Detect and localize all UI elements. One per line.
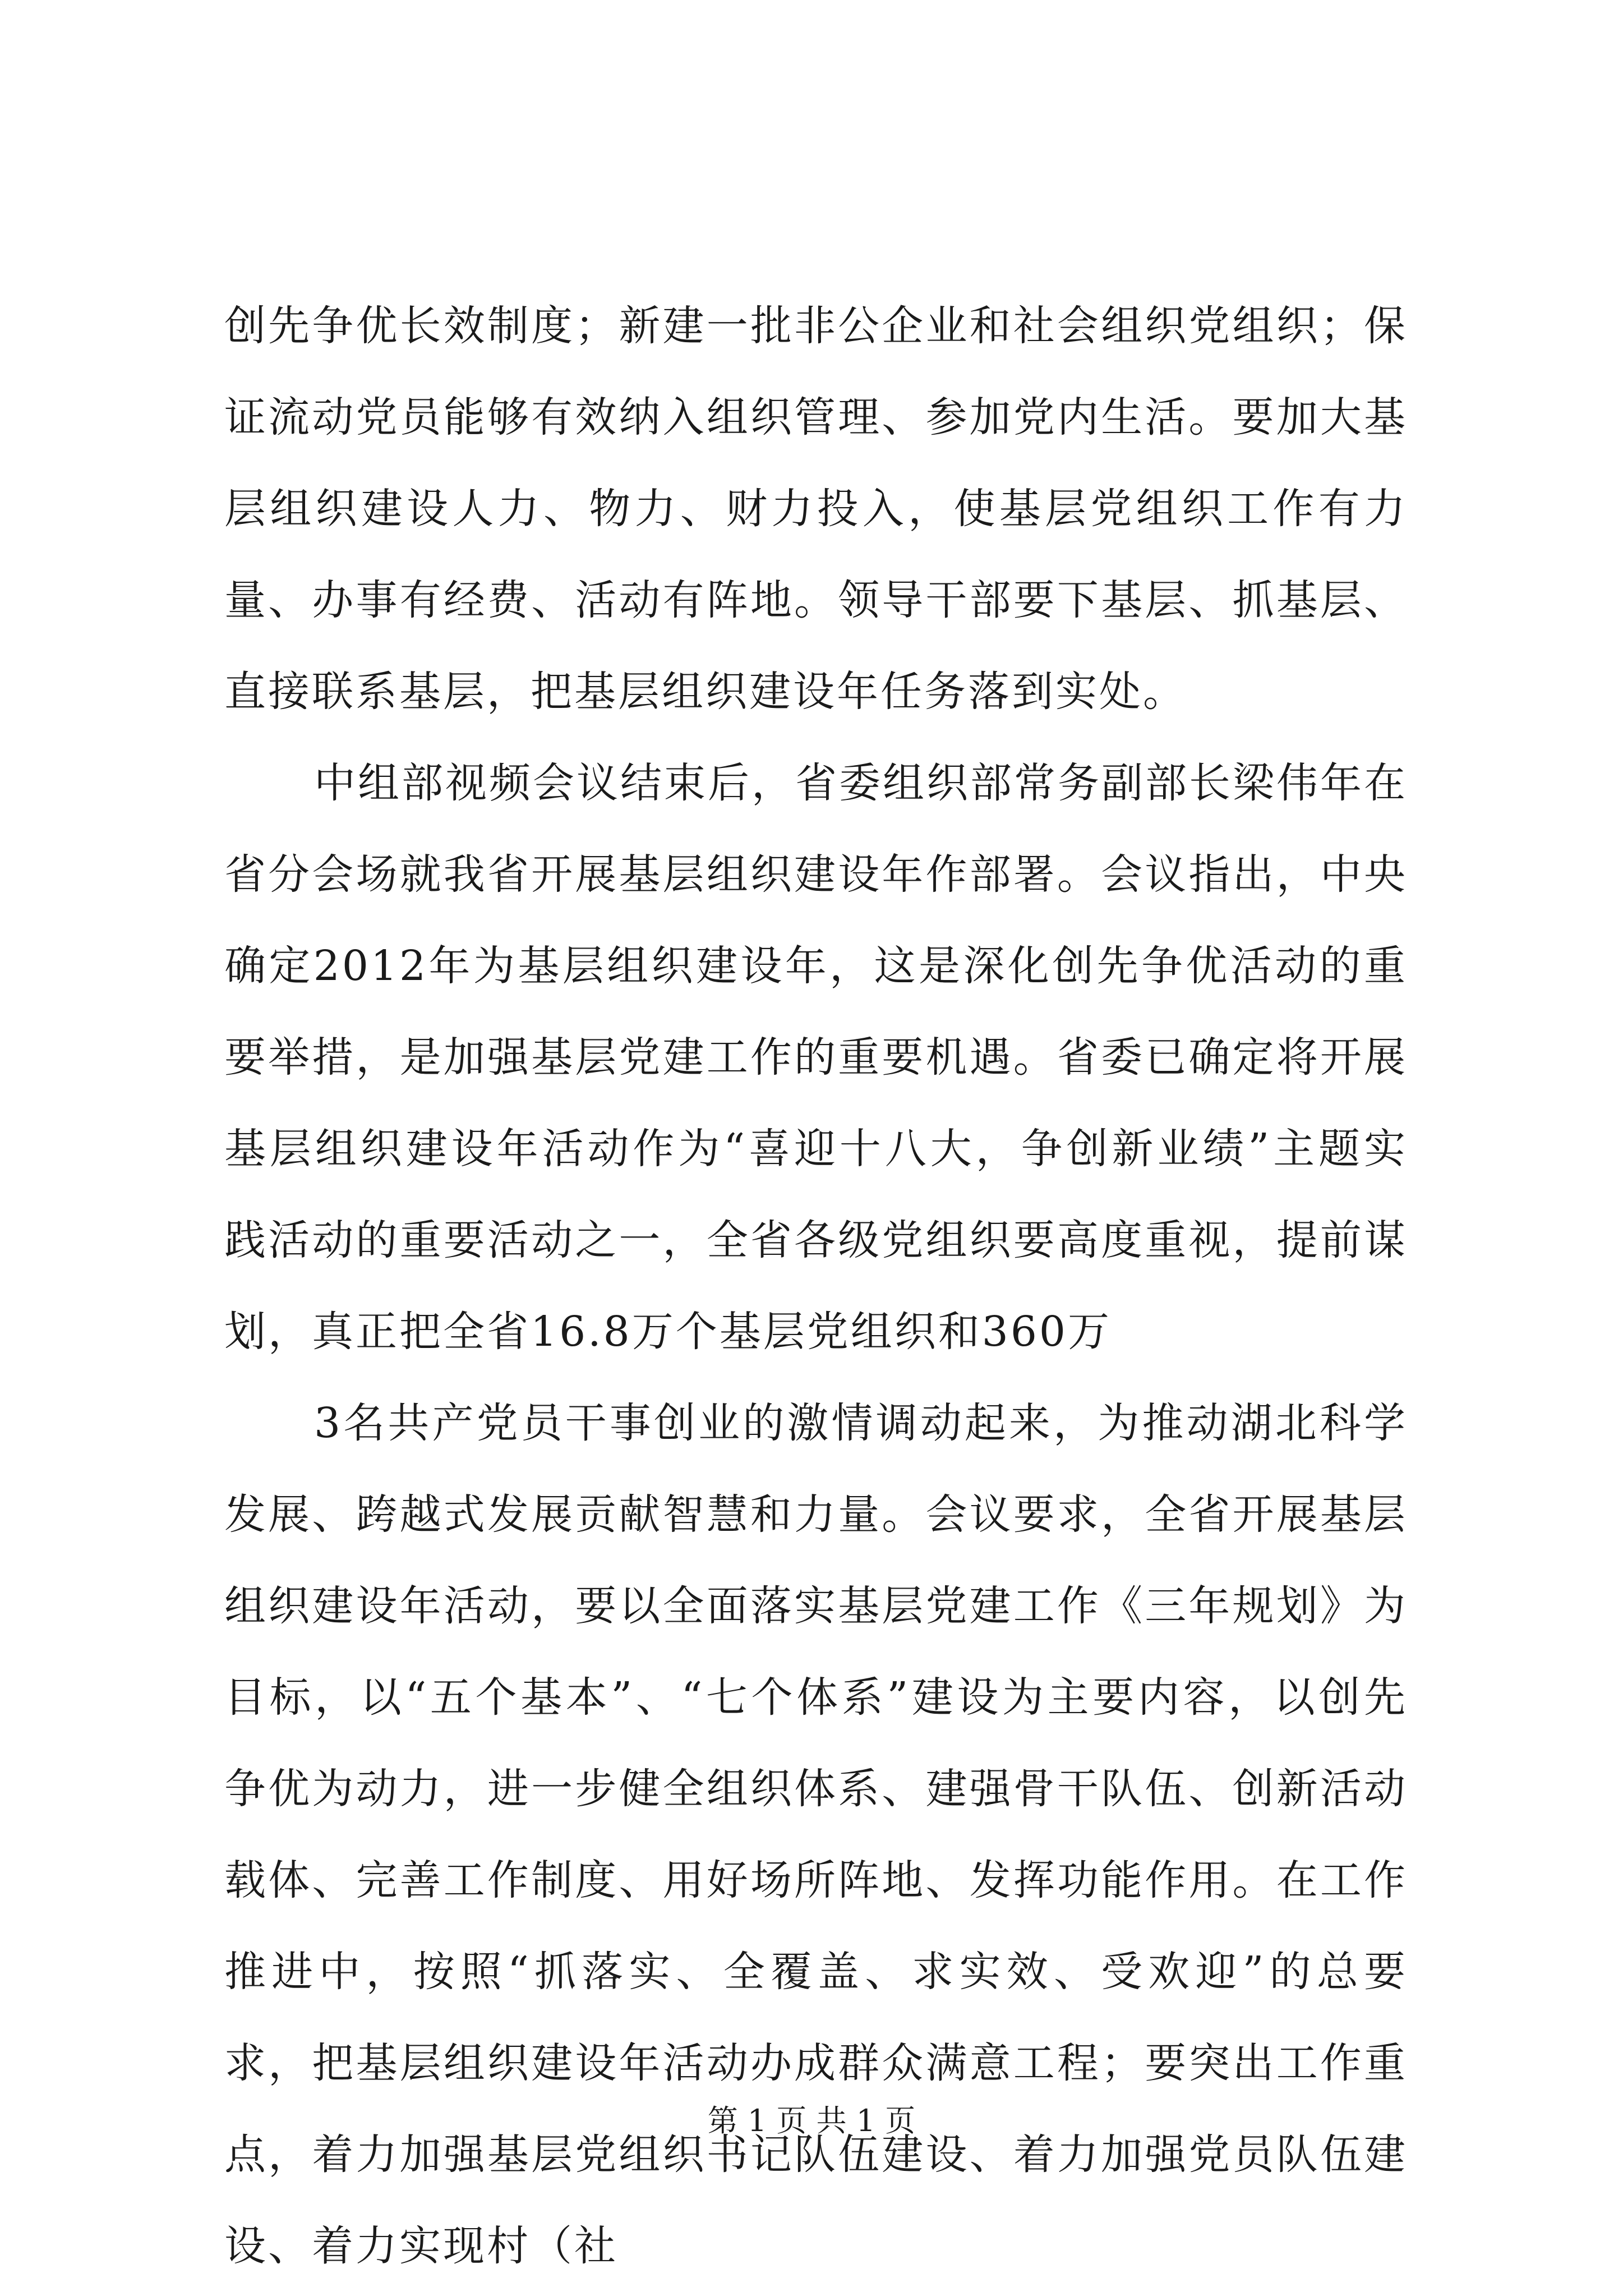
paragraph-2: 中组部视频会议结束后，省委组织部常务副部长梁伟年在省分会场就我省开展基层组织建设年作部署。会议指出，中央确定2012年为基层组织建设年，这是深化创先争优活动的重要举措，是加强基层党建工作的重要机遇。省委已确定将开展基层组织建设年活动作为“喜迎十八大，争创新业绩”主题实践活动的重要活动之一，全省各级党组织要高度重视，提前谋划，真正把全省16.8万个基层党组织和360万 [224, 759, 1408, 1356]
page-footer: 第 1 页 共 1 页 [707, 2103, 916, 2138]
paragraph-1: 创先争优长效制度；新建一批非公企业和社会组织党组织；保证流动党员能够有效纳入组织管理、参加党内生活。要加大基层组织建设人力、物力、财力投入，使基层党组织工作有力量、办事有经费、活动有阵地。领导干部要下基层、抓基层、直接联系基层，把基层组织建设年任务落到实处。 [224, 302, 1408, 716]
document-body [224, 280, 1408, 2292]
paragraph-3: 3名共产党员干事创业的激情调动起来，为推动湖北科学发展、跨越式发展贡献智慧和力量。会议要求，全省开展基层组织建设年活动，要以全面落实基层党建工作《三年规划》为目标，以“五个基本”、“七个体系”建设为主要内容，以创先争优为动力，进一步健全组织体系、建强骨干队伍、创新活动载体、完善工作制度、用好场所阵地、发挥功能作用。在工作推进中，按照“抓落实、全覆盖、求实效、受欢迎”的总要求，把基层组织建设年活动办成群众满意工程；要突出工作重点，着力加强基层党组织书记队伍建设、着力加强党员队伍建设、着力实现村（社 [224, 1399, 1408, 2270]
